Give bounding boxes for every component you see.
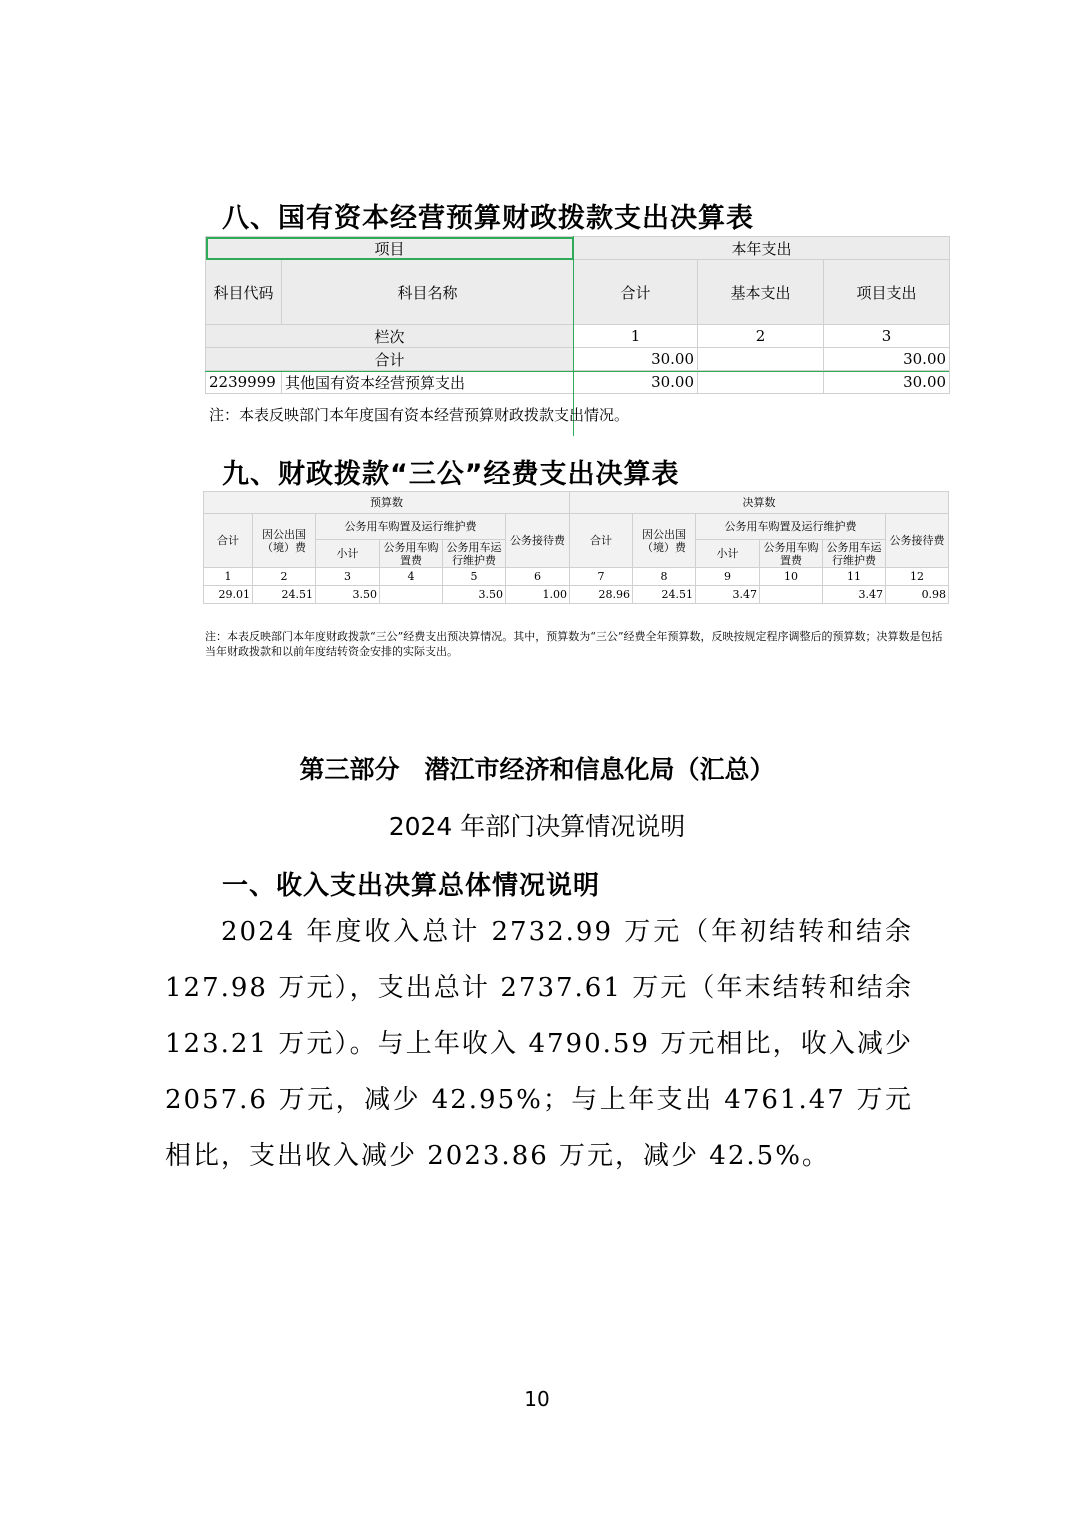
table-row [206, 371, 950, 394]
col-number[interactable]: 10 [760, 568, 823, 586]
col-no-3[interactable]: 3 [824, 325, 950, 348]
part3-title-line2: 2024 年部门决算情况说明 [388, 812, 686, 841]
final-car-purchase-header[interactable]: 公务用车购置费 [760, 540, 823, 568]
total-row-label[interactable]: 合计 [206, 348, 574, 371]
header-column-no[interactable]: 栏次 [206, 325, 574, 348]
header-final[interactable]: 决算数 [570, 492, 949, 514]
col-number[interactable]: 5 [443, 568, 506, 586]
final-car-header[interactable]: 公务用车购置及运行维护费 [696, 514, 886, 540]
section8-title: 八、国有资本经营预算财政拨款支出决算表 [222, 203, 754, 234]
value-cell[interactable]: 3.50 [443, 586, 506, 604]
header-project[interactable]: 项目 [206, 237, 574, 260]
value-cell[interactable] [380, 586, 443, 604]
col-no-2[interactable]: 2 [698, 325, 824, 348]
column-number-row [204, 568, 949, 586]
budget-abroad-header[interactable]: 因公出国（境）费 [253, 514, 316, 568]
col-number[interactable]: 2 [253, 568, 316, 586]
budget-reception-header[interactable]: 公务接待费 [506, 514, 570, 568]
three-public-expenditure-table [203, 491, 949, 604]
col-number[interactable]: 7 [570, 568, 633, 586]
part3-title-line1: 第三部分 潜江市经济和信息化局（汇总） [299, 755, 775, 784]
section9-note: 注：本表反映部门本年度财政拨款“三公”经费支出预决算情况。其中，预算数为“三公”经费全年预算数，反映按规定程序调整后的预算数；决算数是包括当年财政拨款和以前年度结转资金安排的实际支出。 [205, 630, 943, 658]
part3-heading1: 一、收入支出决算总体情况说明 [222, 871, 601, 901]
header-total[interactable]: 合计 [574, 260, 698, 325]
value-cell[interactable]: 3.47 [696, 586, 760, 604]
value-cell[interactable]: 0.98 [886, 586, 949, 604]
budget-car-header[interactable]: 公务用车购置及运行维护费 [316, 514, 506, 540]
header-basic[interactable]: 基本支出 [698, 260, 824, 325]
row-project[interactable]: 30.00 [824, 371, 950, 394]
total-row-total[interactable]: 30.00 [574, 348, 698, 371]
row-basic[interactable] [698, 371, 824, 394]
total-row-project[interactable]: 30.00 [824, 348, 950, 371]
header-name[interactable]: 科目名称 [282, 260, 574, 325]
final-subtotal-header[interactable]: 小计 [696, 540, 760, 568]
row-total[interactable]: 30.00 [574, 371, 698, 394]
value-cell[interactable]: 3.50 [316, 586, 380, 604]
budget-car-purchase-header[interactable]: 公务用车购置费 [380, 540, 443, 568]
header-current-year[interactable]: 本年支出 [574, 237, 950, 260]
selection-row-line [205, 371, 949, 372]
value-cell[interactable]: 3.47 [823, 586, 886, 604]
budget-subtotal-header[interactable]: 小计 [316, 540, 380, 568]
final-reception-header[interactable]: 公务接待费 [886, 514, 949, 568]
header-code[interactable]: 科目代码 [206, 260, 282, 325]
col-number[interactable]: 11 [823, 568, 886, 586]
value-cell[interactable]: 24.51 [633, 586, 696, 604]
final-abroad-header[interactable]: 因公出国（境）费 [633, 514, 696, 568]
page-number: 10 [524, 1387, 550, 1411]
section9-title: 九、财政拨款“三公”经费支出决算表 [222, 459, 680, 490]
row-code[interactable]: 2239999 [206, 371, 282, 394]
row-name[interactable]: 其他国有资本经营预算支出 [282, 371, 574, 394]
part3-paragraph: 2024 年度收入总计 2732.99 万元（年初结转和结余 127.98 万元），支出总计 2737.61 万元（年末结转和结余 123.21 万元）。与上年收入 4790.59 万元相比，收入减少 2057.6 万元，减少 42.95%；与上年支出 4761.47 万元相比，支出收入减少 2023.86 万元，减少 42.5%。 [165, 917, 913, 1171]
total-row-basic[interactable] [698, 348, 824, 371]
value-cell[interactable]: 1.00 [506, 586, 570, 604]
col-number[interactable]: 1 [204, 568, 253, 586]
col-number[interactable]: 12 [886, 568, 949, 586]
col-number[interactable]: 4 [380, 568, 443, 586]
value-cell[interactable]: 29.01 [204, 586, 253, 604]
table-row [204, 586, 949, 604]
budget-car-run-header[interactable]: 公务用车运行维护费 [443, 540, 506, 568]
col-number[interactable]: 6 [506, 568, 570, 586]
col-number[interactable]: 3 [316, 568, 380, 586]
header-budget[interactable]: 预算数 [204, 492, 570, 514]
value-cell[interactable]: 24.51 [253, 586, 316, 604]
value-cell[interactable]: 28.96 [570, 586, 633, 604]
section8-note: 注：本表反映部门本年度国有资本经营预算财政拨款支出情况。 [209, 406, 630, 424]
final-total-header[interactable]: 合计 [570, 514, 633, 568]
col-number[interactable]: 9 [696, 568, 760, 586]
col-number[interactable]: 8 [633, 568, 696, 586]
final-car-run-header[interactable]: 公务用车运行维护费 [823, 540, 886, 568]
value-cell[interactable] [760, 586, 823, 604]
col-no-1[interactable]: 1 [574, 325, 698, 348]
budget-total-header[interactable]: 合计 [204, 514, 253, 568]
header-project-exp[interactable]: 项目支出 [824, 260, 950, 325]
